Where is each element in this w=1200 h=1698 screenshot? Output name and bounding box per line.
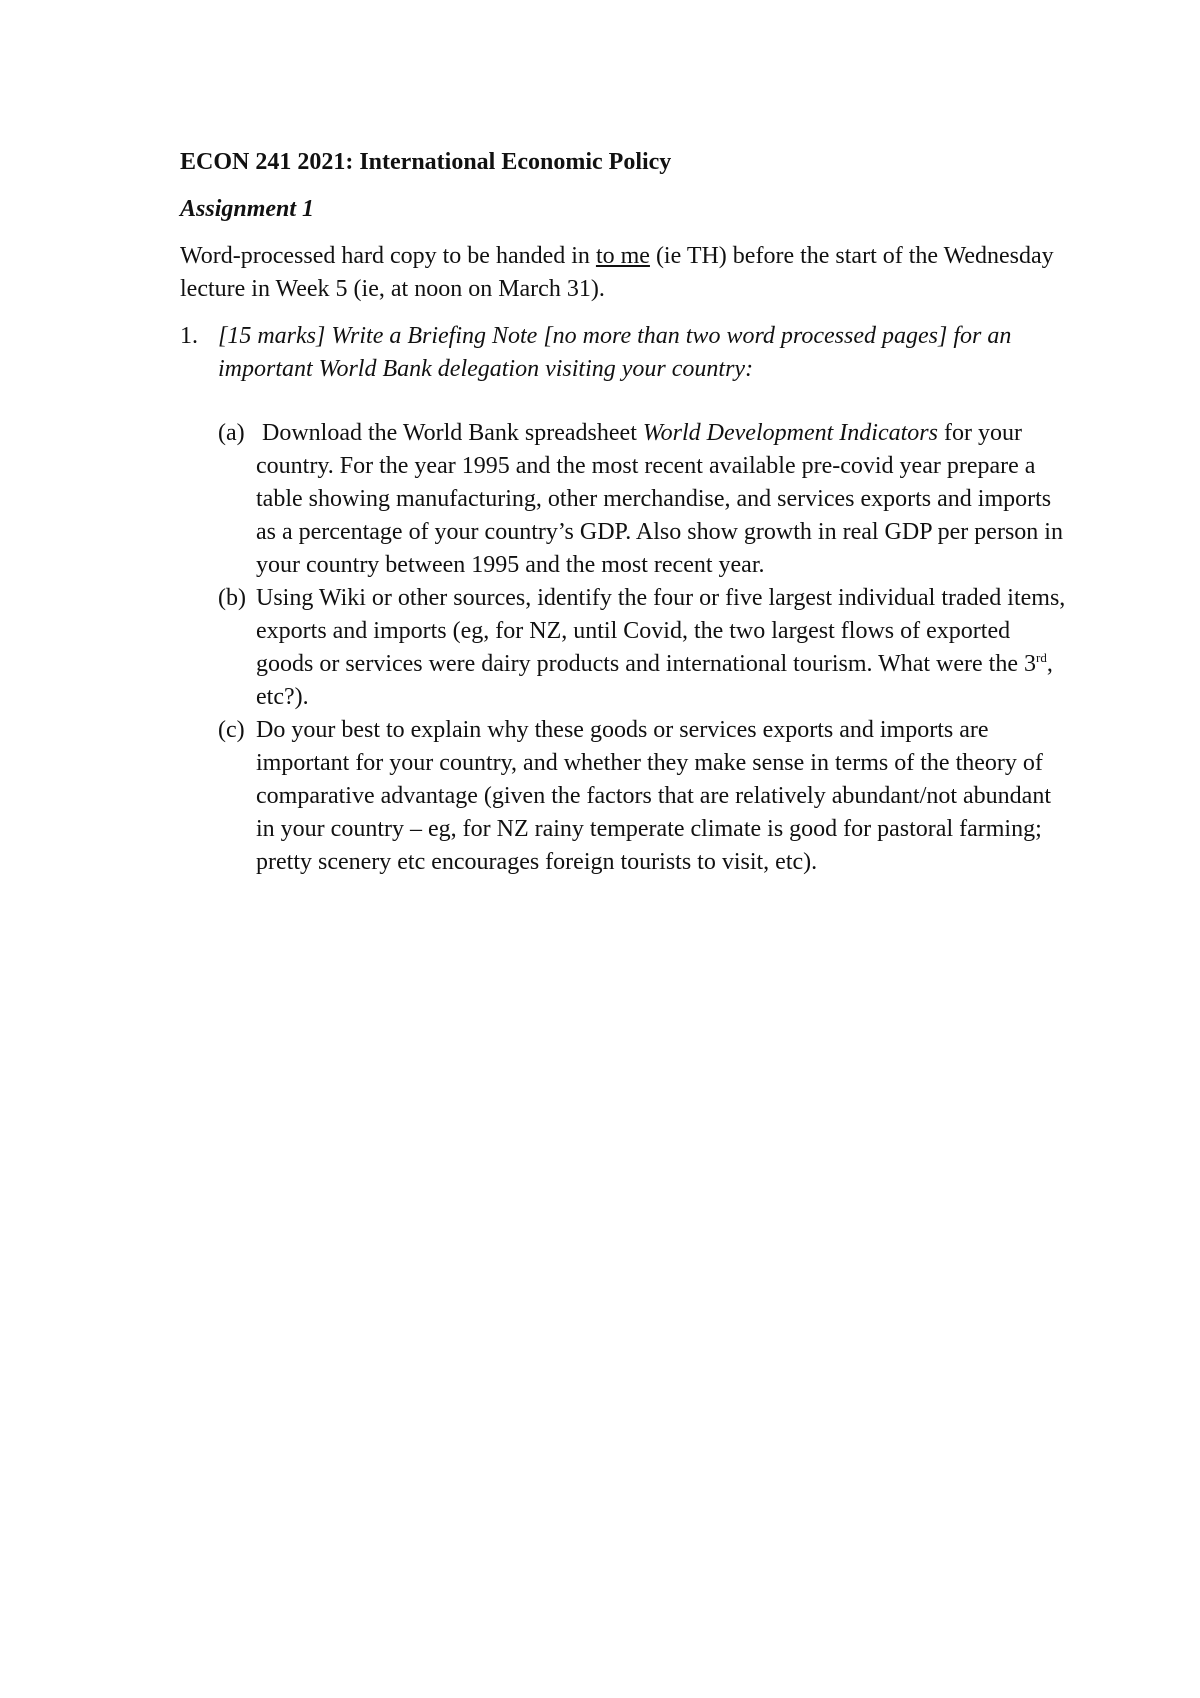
subpart-c-marker: (c) — [218, 717, 245, 743]
subpart-a-italic: World Development Indicators — [642, 420, 938, 446]
question-number: 1. — [180, 323, 198, 349]
intro-text-part1: Word-processed hard copy to be handed in — [180, 243, 596, 269]
subpart-b-superscript: rd — [1036, 650, 1047, 665]
question-text: [15 marks] Write a Briefing Note [no more than two word processed pages] for an important World Bank delegation visiting your country: — [218, 323, 1012, 382]
subpart-b-marker: (b) — [218, 585, 246, 611]
subpart-b-text-before: Using Wiki or other sources, identify the four or five largest individual traded items, exports and imports (eg, for NZ, until Covid, the two largest flows of exported goods or services were dairy products and international tourism. What were the 3 — [256, 585, 1066, 677]
subpart-a — [218, 417, 1070, 582]
subpart-c-text: Do your best to explain why these goods or services exports and imports are important for your country, and whether they make sense in terms of the theory of comparative advantage (given the factors that are relatively abundant/not abundant in your country – eg, for NZ rainy temperate climate is good for pastoral farming; pretty scenery etc encourages foreign tourists to visit, etc). — [256, 717, 1051, 875]
question-subparts — [218, 417, 1070, 879]
assignment-heading: Assignment 1 — [180, 196, 315, 222]
document-title: ECON 241 2021: International Economic Policy — [180, 149, 672, 175]
intro-paragraph — [180, 240, 1070, 306]
subpart-a-text-after: for your country. For the year 1995 and the most recent available pre-covid year prepare a table showing manufacturing, other merchandise, and services exports and imports as a percentage of your country’s GDP. Also show growth in real GDP per person in your country between 1995 and the most recent year. — [256, 420, 1063, 578]
subpart-b-text-after: , etc?). — [256, 651, 1053, 710]
document-content — [180, 146, 1070, 879]
subpart-a-marker: (a) — [218, 420, 245, 446]
intro-underlined-text: to me — [595, 243, 650, 269]
question-1 — [180, 320, 1070, 386]
subpart-a-text-before: Download the World Bank spreadsheet — [256, 420, 643, 446]
subpart-c — [218, 714, 1070, 879]
subpart-b — [218, 582, 1070, 714]
intro-text-part2: (ie TH) before the start of the Wednesday lecture in Week 5 (ie, at noon on March 31). — [180, 243, 1054, 302]
